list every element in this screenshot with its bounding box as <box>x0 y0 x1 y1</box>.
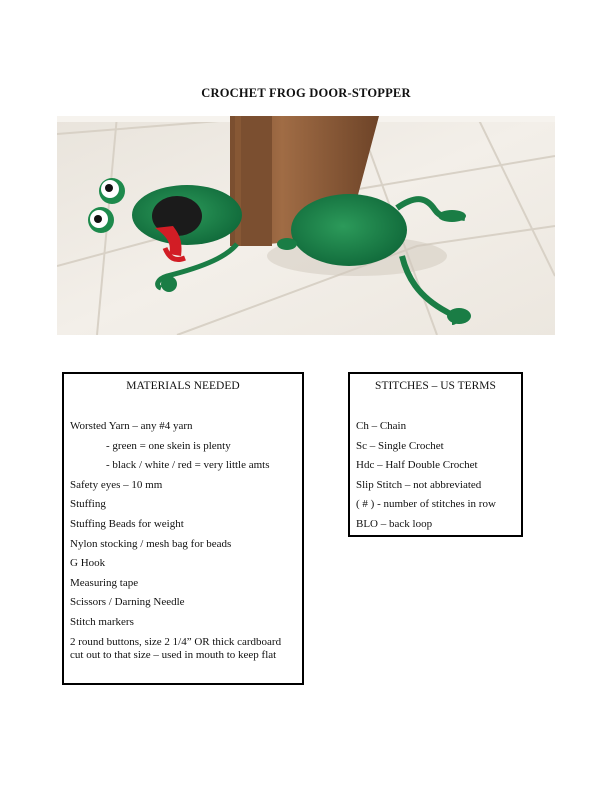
list-item: Hdc – Half Double Crochet <box>356 459 478 472</box>
materials-heading: MATERIALS NEEDED <box>126 380 240 392</box>
list-item: Scissors / Darning Needle <box>70 596 185 609</box>
list-item: Nylon stocking / mesh bag for beads <box>70 537 232 550</box>
list-item: Measuring tape <box>70 576 139 589</box>
list-item: Stitch markers <box>70 615 134 628</box>
list-item: Stuffing Beads for weight <box>70 517 184 530</box>
list-item: Ch – Chain <box>356 420 407 432</box>
list-item: ( # ) - number of stitches in row <box>356 498 496 511</box>
list-item: BLO – back loop <box>356 517 433 530</box>
materials-box <box>62 372 304 685</box>
list-item: Stuffing <box>70 498 106 511</box>
list-item: Sc – Single Crochet <box>356 439 444 452</box>
list-item: Slip Stitch – not abbreviated <box>356 478 482 491</box>
materials-list <box>70 420 296 668</box>
stitches-box <box>348 372 523 537</box>
list-item: G Hook <box>70 557 106 570</box>
list-item: - black / white / red = very little amts <box>106 459 270 472</box>
list-item: 2 round buttons, size 2 1/4” OR thick cardboard cut out to that size – used in mouth to keep flat <box>70 635 282 661</box>
stitches-heading: STITCHES – US TERMS <box>375 380 496 392</box>
list-item: Safety eyes – 10 mm <box>70 478 163 491</box>
list-item: - green = one skein is plenty <box>106 439 231 452</box>
stitches-list <box>356 420 517 538</box>
page-title: CROCHET FROG DOOR-STOPPER <box>201 86 411 100</box>
list-item: Worsted Yarn – any #4 yarn <box>70 420 193 432</box>
crochet-frog-photo <box>57 116 555 335</box>
